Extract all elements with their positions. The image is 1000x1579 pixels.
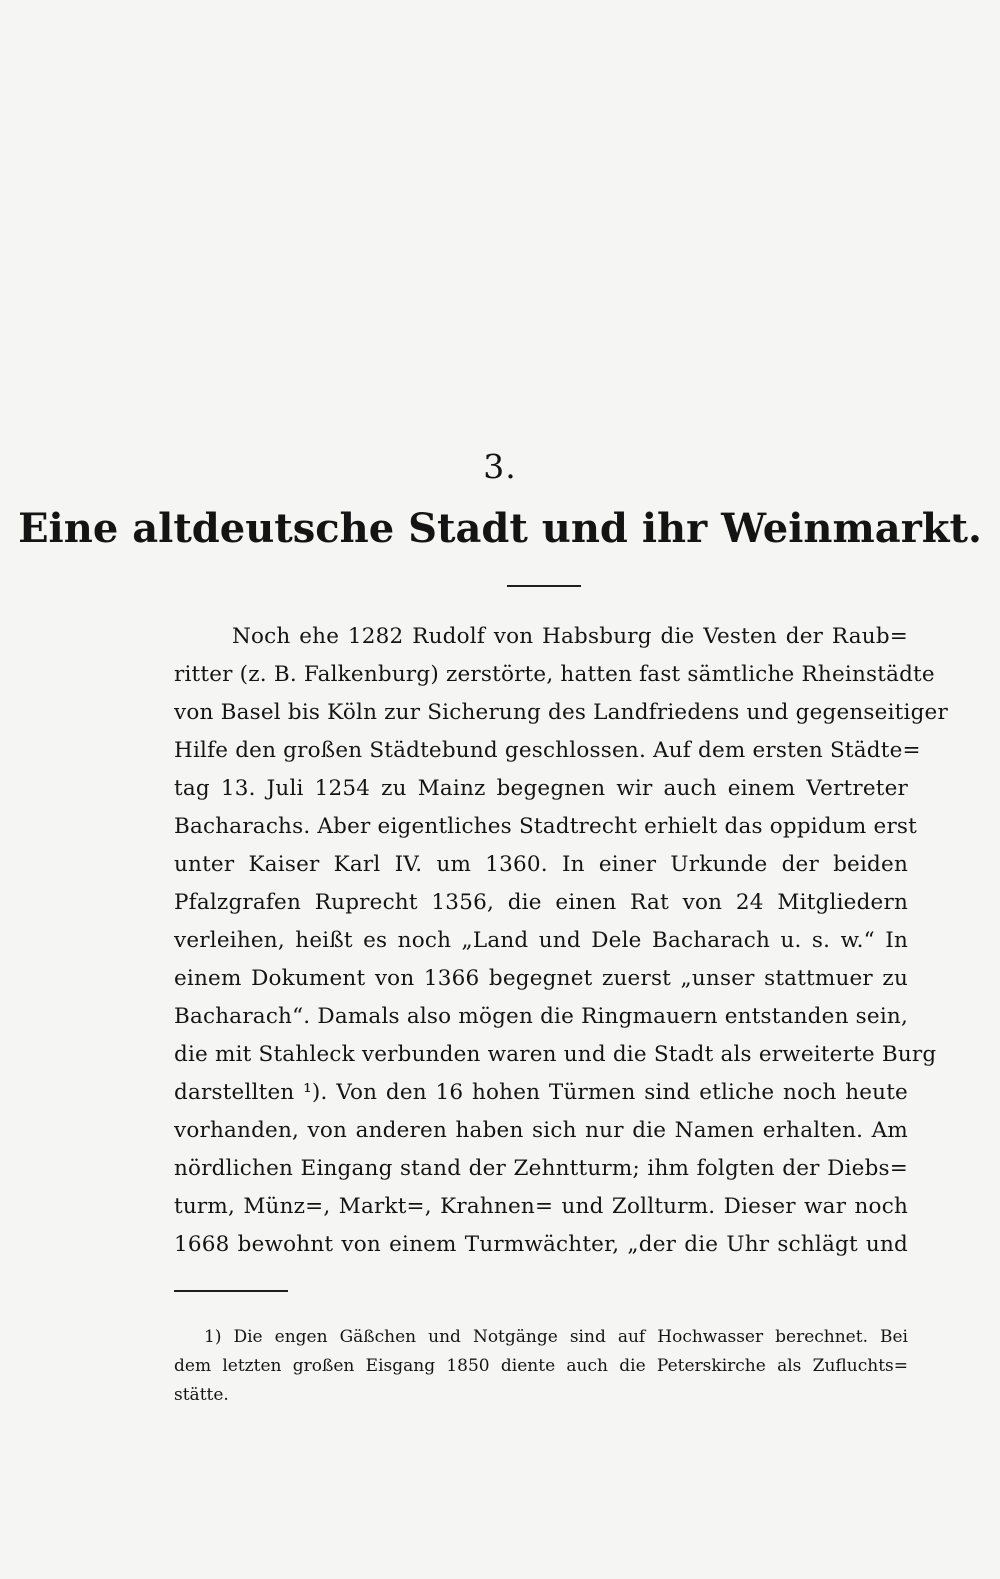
text-line: von Basel bis Köln zur Sicherung des Landfriedens und gegenseitiger [174,700,948,725]
chapter-number: 3. [483,447,517,486]
text-line: nördlichen Eingang stand der Zehntturm; ihm folgten der Diebs= [174,1156,908,1181]
text-line: unter Kaiser Karl IV. um 1360. In einer Urkunde der beiden [174,852,908,877]
text-line: Noch ehe 1282 Rudolf von Habsburg die Vesten der Raub= [232,624,908,649]
footnote-divider [174,1290,288,1292]
footnote-line: 1) Die engen Gäßchen und Notgänge sind auf Hochwasser berechnet. Bei [204,1327,908,1347]
text-line: Hilfe den großen Städtebund geschlossen. Auf dem ersten Städte= [174,738,921,763]
text-line: tag 13. Juli 1254 zu Mainz begegnen wir auch einem Vertreter [174,776,908,801]
chapter-title: Eine altdeutsche Stadt und ihr Weinmarkt. [18,505,982,552]
text-line: turm, Münz=, Markt=, Krahnen= und Zollturm. Dieser war noch [174,1194,908,1219]
text-line: darstellten ¹). Von den 16 hohen Türmen sind etliche noch heute [174,1080,908,1105]
text-line: Bacharach“. Damals also mögen die Ringmauern entstanden sein, [174,1004,908,1029]
text-line: die mit Stahleck verbunden waren und die Stadt als erweiterte Burg [174,1042,937,1067]
text-line: Pfalzgrafen Ruprecht 1356, die einen Rat von 24 Mitgliedern [174,890,908,915]
text-line: verleihen, heißt es noch „Land und Dele Bacharach u. s. w.“ In [174,928,908,953]
text-line: ritter (z. B. Falkenburg) zerstörte, hatten fast sämtliche Rheinstädte [174,662,935,687]
body-text [174,618,948,1264]
text-line: 1668 bewohnt von einem Turmwächter, „der die Uhr schlägt und [174,1232,908,1257]
title-divider [507,585,581,587]
text-line: Bacharachs. Aber eigentliches Stadtrecht erhielt das oppidum erst [174,814,917,839]
text-line: einem Dokument von 1366 begegnet zuerst „unser stattmuer zu [174,966,908,991]
footnote-line: dem letzten großen Eisgang 1850 diente auch die Peterskirche als Zufluchts= [174,1356,908,1376]
text-line: vorhanden, von anderen haben sich nur die Namen erhalten. Am [174,1118,908,1143]
footnote-line: stätte. [174,1385,229,1405]
footnotes [174,1323,908,1410]
